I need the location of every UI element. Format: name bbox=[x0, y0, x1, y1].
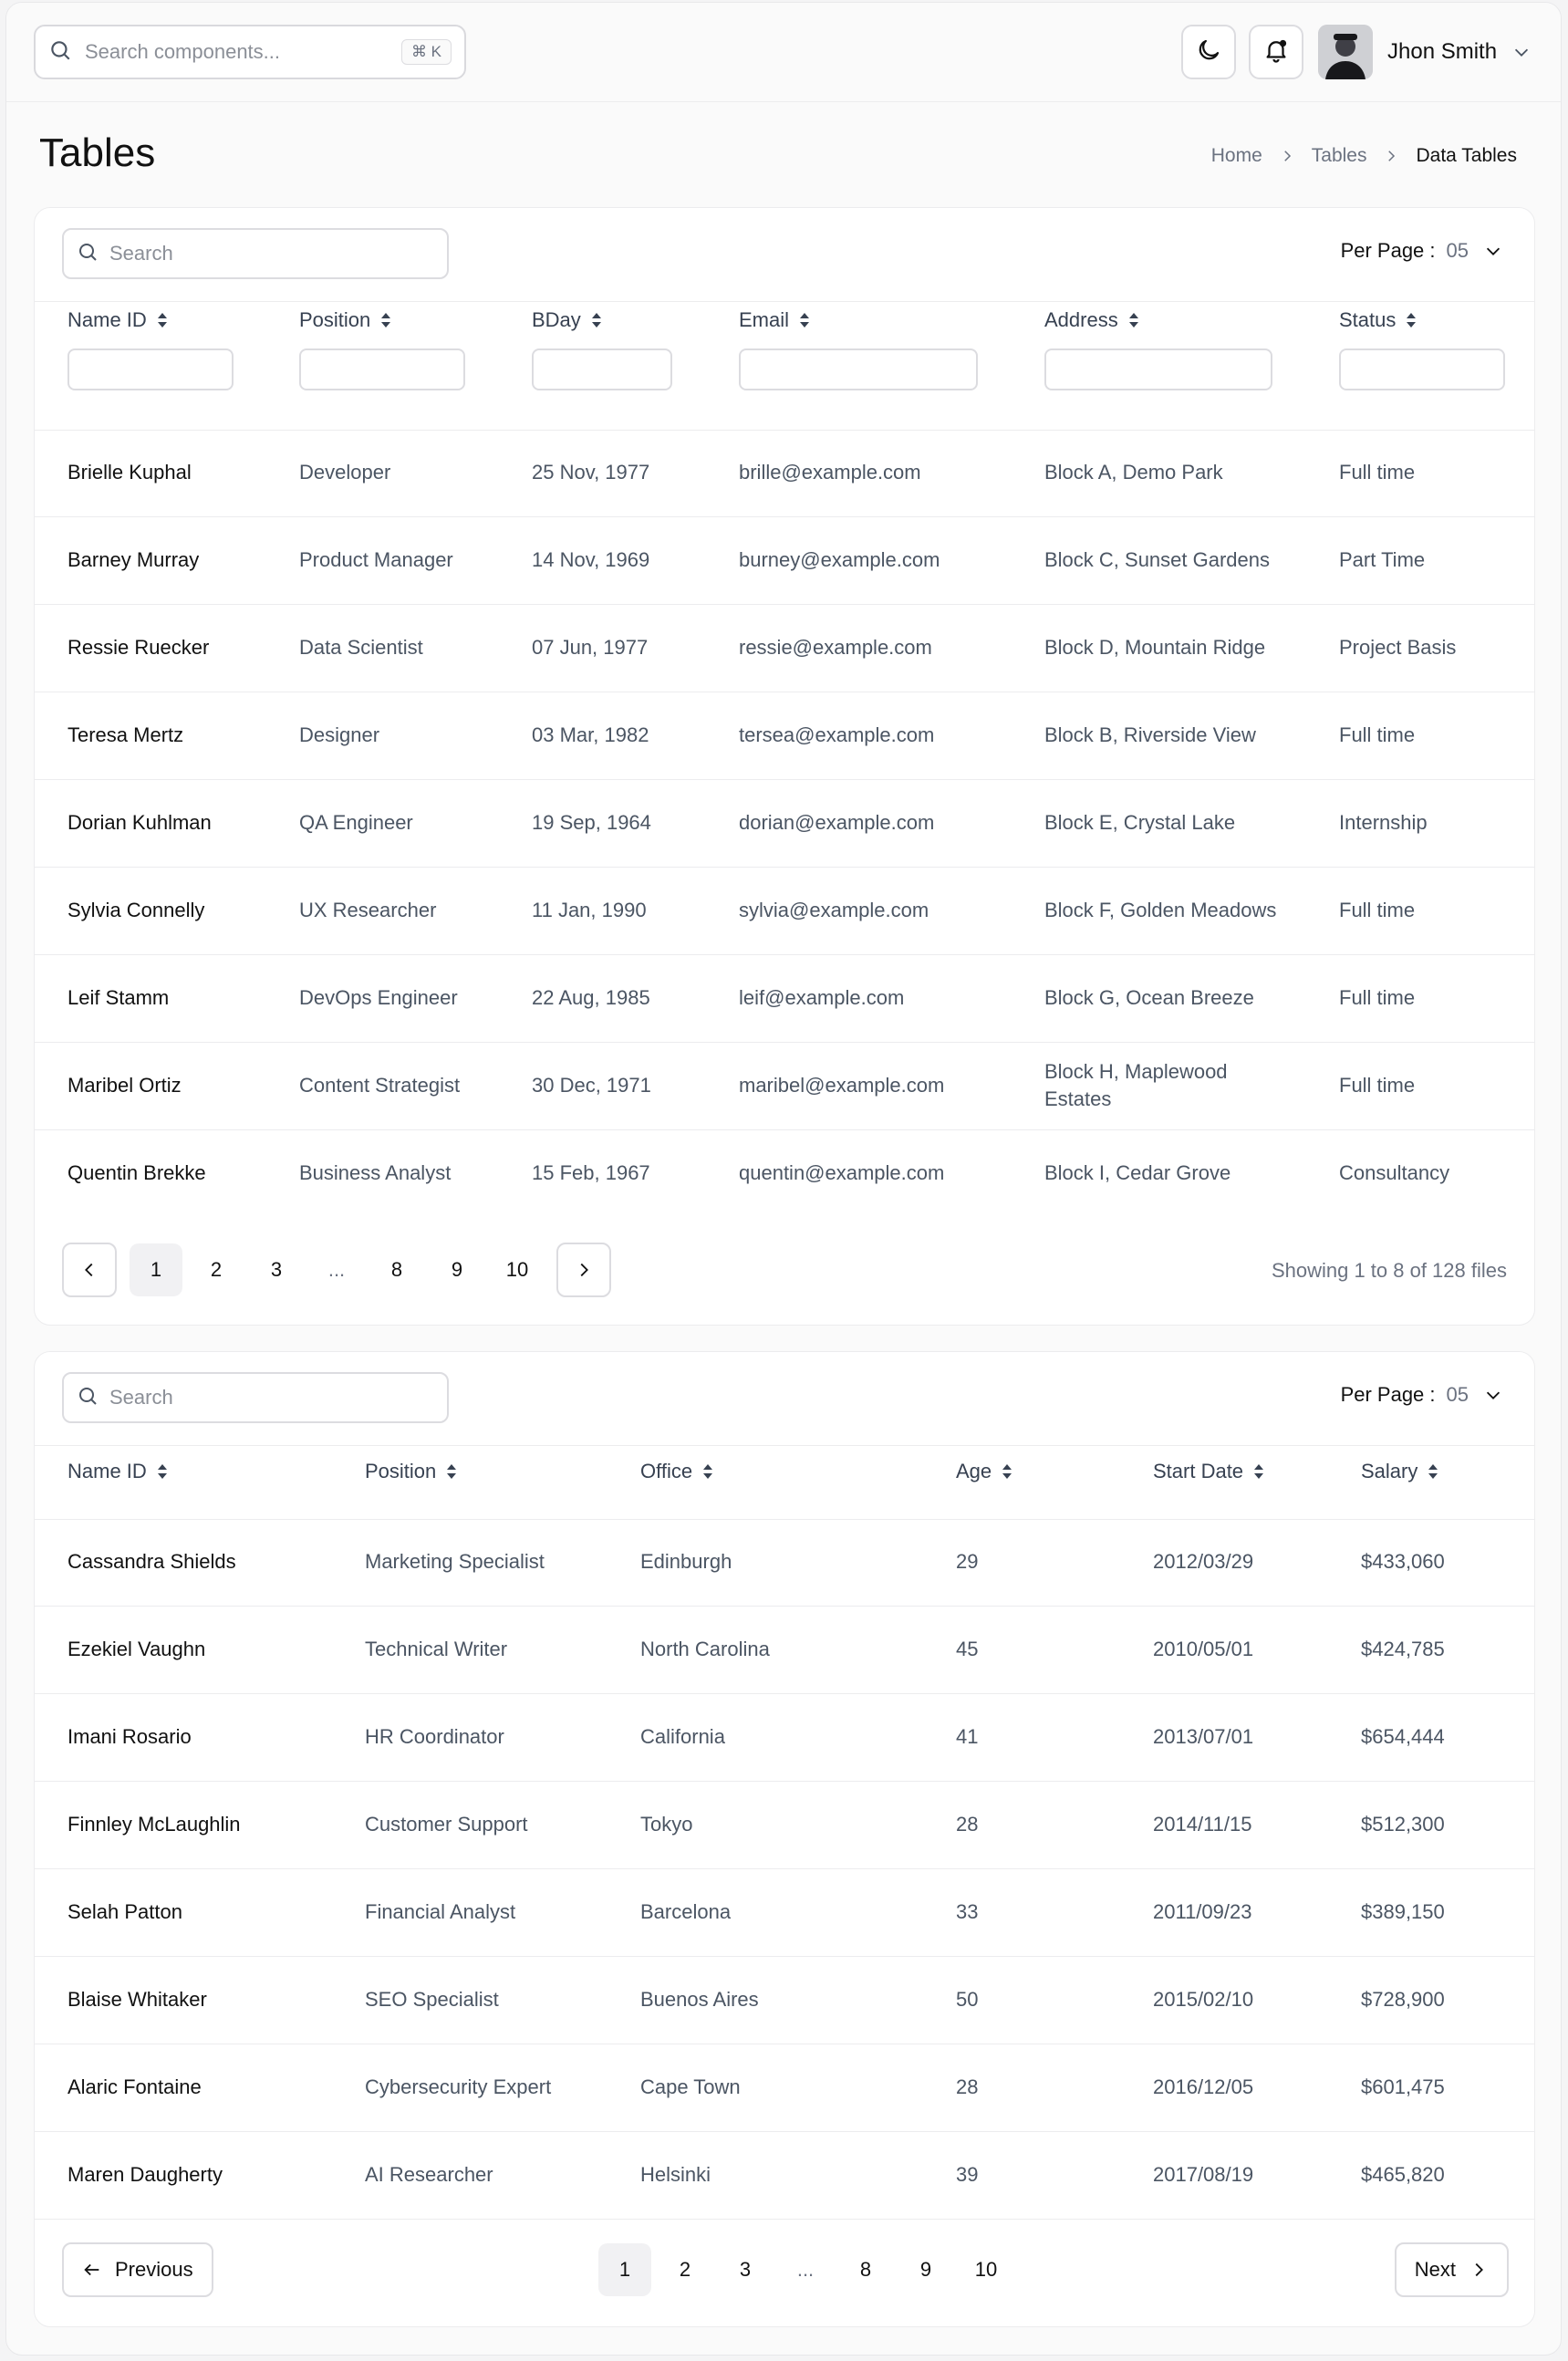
per-page-label: Per Page : bbox=[1340, 1383, 1436, 1406]
column-header-label: Name ID bbox=[67, 1460, 147, 1482]
table1-per-page-select[interactable] bbox=[1341, 239, 1503, 263]
table-cell: Full time bbox=[1339, 899, 1416, 921]
table-cell: Customer Support bbox=[365, 1813, 528, 1836]
table-cell: Block C, Sunset Gardens bbox=[1044, 548, 1271, 571]
table-row[interactable] bbox=[35, 1518, 1534, 1607]
table-cell: Edinburgh bbox=[640, 1550, 732, 1573]
sort-icon bbox=[992, 1462, 1013, 1481]
table-cell: Full time bbox=[1339, 461, 1416, 484]
table1-search-input[interactable] bbox=[62, 228, 449, 279]
table-cell: 22 Aug, 1985 bbox=[532, 986, 650, 1009]
table-cell: Buenos Aires bbox=[640, 1988, 759, 2011]
table-cell: ressie@example.com bbox=[739, 636, 932, 659]
table-row[interactable] bbox=[35, 429, 1534, 517]
chevron-down-icon bbox=[1483, 241, 1503, 261]
table-row[interactable] bbox=[35, 1129, 1534, 1217]
sort-icon bbox=[370, 311, 392, 329]
per-page-value: 05 bbox=[1446, 239, 1469, 262]
table-row[interactable] bbox=[35, 516, 1534, 605]
table-cell: Cassandra Shields bbox=[67, 1550, 236, 1573]
table-cell: Barcelona bbox=[640, 1900, 732, 1923]
table-row[interactable] bbox=[35, 1042, 1534, 1130]
table-cell: Block I, Cedar Grove bbox=[1044, 1161, 1231, 1184]
table-cell: 15 Feb, 1967 bbox=[532, 1161, 650, 1184]
pagination-ellipsis: ... bbox=[327, 1258, 346, 1281]
table1-search-placeholder: Search bbox=[109, 242, 173, 265]
table-cell: Alaric Fontaine bbox=[67, 2075, 202, 2098]
table-cell: Tokyo bbox=[640, 1813, 693, 1836]
table-cell: 2011/09/23 bbox=[1153, 1900, 1252, 1923]
table-cell: SEO Specialist bbox=[365, 1988, 499, 2011]
table2-search-placeholder: Search bbox=[109, 1386, 173, 1409]
table-cell: Sylvia Connelly bbox=[67, 899, 205, 921]
table-cell: 2010/05/01 bbox=[1153, 1638, 1254, 1660]
column-header-address[interactable] bbox=[1044, 308, 1140, 332]
table-cell: leif@example.com bbox=[739, 986, 905, 1009]
table-cell: 29 bbox=[956, 1550, 979, 1573]
table-cell: 41 bbox=[956, 1725, 979, 1748]
table-cell: Imani Rosario bbox=[67, 1725, 192, 1748]
table-cell: sylvia@example.com bbox=[739, 899, 929, 921]
global-search-placeholder: Search components... bbox=[85, 40, 281, 63]
table-cell: Financial Analyst bbox=[365, 1900, 516, 1923]
table-cell: Block B, Riverside View bbox=[1044, 723, 1256, 746]
column-header-status[interactable] bbox=[1339, 308, 1417, 332]
theme-toggle-button[interactable] bbox=[1181, 25, 1236, 79]
column-header-bday[interactable] bbox=[532, 308, 603, 332]
table-cell: 2013/07/01 bbox=[1153, 1725, 1254, 1748]
page-number-button[interactable]: 9 bbox=[451, 1258, 463, 1281]
column-filter-input[interactable] bbox=[1044, 348, 1272, 390]
table-cell: Barney Murray bbox=[67, 548, 200, 571]
table-cell: Developer bbox=[299, 461, 391, 484]
table-cell: Ezekiel Vaughn bbox=[67, 1638, 206, 1660]
table-cell: Quentin Brekke bbox=[67, 1161, 206, 1184]
column-header-label: Start Date bbox=[1153, 1460, 1244, 1482]
column-header-label: Position bbox=[299, 308, 371, 331]
column-filter-input[interactable] bbox=[1339, 348, 1505, 390]
chevron-left-icon bbox=[79, 1260, 99, 1280]
breadcrumb bbox=[1211, 145, 1517, 167]
table-row[interactable] bbox=[35, 1781, 1534, 1869]
breadcrumb-home[interactable]: Home bbox=[1210, 145, 1262, 166]
table2-search-input[interactable] bbox=[62, 1372, 449, 1423]
table-cell: tersea@example.com bbox=[739, 723, 935, 746]
table-cell: 28 bbox=[956, 1813, 979, 1836]
table-cell: DevOps Engineer bbox=[299, 986, 458, 1009]
page-number-button[interactable]: 3 bbox=[270, 1258, 283, 1281]
column-header-label: Address bbox=[1044, 308, 1118, 331]
column-header-name-id[interactable] bbox=[67, 308, 169, 332]
table-cell: Cybersecurity Expert bbox=[365, 2075, 552, 2098]
previous-label: Previous bbox=[115, 2258, 193, 2281]
table-cell: Consultancy bbox=[1339, 1161, 1450, 1184]
table-cell: $433,060 bbox=[1361, 1550, 1445, 1573]
page-number-button[interactable]: 1 bbox=[130, 1243, 182, 1296]
table-row[interactable] bbox=[35, 692, 1534, 780]
table-row[interactable] bbox=[35, 1606, 1534, 1694]
chevron-down-icon bbox=[1483, 1385, 1503, 1405]
column-header-label: Salary bbox=[1361, 1460, 1418, 1482]
column-header-office[interactable] bbox=[640, 1460, 714, 1483]
column-header-label: Age bbox=[956, 1460, 992, 1482]
table-cell: maribel@example.com bbox=[739, 1074, 945, 1097]
table-row[interactable] bbox=[35, 2044, 1534, 2132]
table-cell: Block H, Maplewood Estates bbox=[1044, 1060, 1228, 1110]
page-number-button[interactable]: 8 bbox=[859, 2258, 872, 2281]
previous-button[interactable] bbox=[62, 2242, 213, 2297]
table-cell: $465,820 bbox=[1361, 2163, 1445, 2186]
column-header-age[interactable] bbox=[956, 1460, 1013, 1483]
sort-icon bbox=[147, 311, 169, 329]
table-cell: Block F, Golden Meadows bbox=[1044, 899, 1277, 921]
data-table-card-2 bbox=[34, 1351, 1535, 2327]
per-page-value: 05 bbox=[1446, 1383, 1469, 1406]
sort-icon bbox=[147, 1462, 169, 1481]
per-page-label: Per Page : bbox=[1340, 239, 1436, 262]
page-number-button[interactable]: 10 bbox=[505, 1258, 529, 1281]
table-row[interactable] bbox=[35, 779, 1534, 868]
table-cell: Helsinki bbox=[640, 2163, 711, 2186]
avatar bbox=[1318, 25, 1373, 79]
column-header-label: Status bbox=[1339, 308, 1397, 331]
shortcut-badge: ⌘ K bbox=[401, 39, 452, 65]
table-cell: Dorian Kuhlman bbox=[67, 811, 212, 834]
table-cell: $728,900 bbox=[1361, 1988, 1445, 2011]
column-header-salary[interactable] bbox=[1361, 1460, 1439, 1483]
table-cell: 14 Nov, 1969 bbox=[532, 548, 650, 571]
table-cell: 28 bbox=[956, 2075, 979, 2098]
table-row[interactable] bbox=[35, 604, 1534, 692]
pagination-ellipsis: ... bbox=[796, 2258, 815, 2281]
table-cell: quentin@example.com bbox=[739, 1161, 945, 1184]
table-row[interactable] bbox=[35, 1956, 1534, 2044]
prev-page-button[interactable] bbox=[62, 1243, 117, 1297]
table-cell: Selah Patton bbox=[67, 1900, 182, 1923]
table-cell: Data Scientist bbox=[299, 636, 423, 659]
table-cell: California bbox=[640, 1725, 725, 1748]
sort-icon bbox=[1118, 311, 1140, 329]
column-header-label: Position bbox=[365, 1460, 437, 1482]
data-table-card-1 bbox=[34, 207, 1535, 1326]
page-number-button[interactable]: 2 bbox=[679, 2258, 691, 2281]
page-number-button[interactable]: 9 bbox=[919, 2258, 932, 2281]
table-cell: 39 bbox=[956, 2163, 979, 2186]
table-cell: Project Basis bbox=[1339, 636, 1457, 659]
next-page-button[interactable] bbox=[556, 1243, 611, 1297]
table-cell: Product Manager bbox=[299, 548, 453, 571]
table-cell: 19 Sep, 1964 bbox=[532, 811, 651, 834]
table-row[interactable] bbox=[35, 2131, 1534, 2220]
bell-icon bbox=[1262, 36, 1290, 68]
sort-icon bbox=[789, 311, 811, 329]
table2-per-page-select[interactable] bbox=[1341, 1383, 1503, 1407]
table-cell: burney@example.com bbox=[739, 548, 940, 571]
sort-icon bbox=[692, 1462, 714, 1481]
table-cell: dorian@example.com bbox=[739, 811, 935, 834]
column-header-label: Name ID bbox=[67, 308, 147, 331]
table-cell: $389,150 bbox=[1361, 1900, 1445, 1923]
page-title: Tables bbox=[39, 130, 156, 175]
table-cell: 03 Mar, 1982 bbox=[532, 723, 649, 746]
chevron-right-icon bbox=[1469, 2260, 1489, 2280]
sort-icon bbox=[581, 311, 603, 329]
sort-icon bbox=[1396, 311, 1417, 329]
table2-header bbox=[35, 1445, 1534, 1520]
table-cell: 2017/08/19 bbox=[1153, 2163, 1254, 2186]
table-cell: 11 Jan, 1990 bbox=[532, 899, 647, 921]
table-cell: HR Coordinator bbox=[365, 1725, 504, 1748]
table-cell: Block A, Demo Park bbox=[1044, 461, 1223, 484]
table-cell: 07 Jun, 1977 bbox=[532, 636, 649, 659]
sort-icon bbox=[436, 1462, 458, 1481]
chevron-right-icon bbox=[1279, 148, 1295, 164]
moon-icon bbox=[1195, 36, 1222, 68]
table1-showing-count: Showing 1 to 8 of 128 files bbox=[1271, 1259, 1507, 1282]
column-header-name-id[interactable] bbox=[67, 1460, 169, 1483]
table1-pagination bbox=[62, 1243, 611, 1297]
table-cell: Full time bbox=[1339, 1074, 1416, 1097]
chevron-right-icon bbox=[1383, 148, 1399, 164]
table-cell: North Carolina bbox=[640, 1638, 770, 1660]
table-cell: 50 bbox=[956, 1988, 979, 2011]
table-cell: Internship bbox=[1339, 811, 1428, 834]
table-row[interactable] bbox=[35, 954, 1534, 1043]
table-cell: Leif Stamm bbox=[67, 986, 170, 1009]
column-filter-input[interactable] bbox=[532, 348, 672, 390]
table-cell: brille@example.com bbox=[739, 461, 921, 484]
app-frame bbox=[5, 2, 1562, 2356]
table-cell: Content Strategist bbox=[299, 1074, 461, 1097]
table-cell: Marketing Specialist bbox=[365, 1550, 545, 1573]
table-cell: $424,785 bbox=[1361, 1638, 1445, 1660]
table-cell: Brielle Kuphal bbox=[67, 461, 192, 484]
table-cell: Maribel Ortiz bbox=[67, 1074, 182, 1097]
table-cell: Block E, Crystal Lake bbox=[1044, 811, 1236, 834]
table-cell: 2012/03/29 bbox=[1153, 1550, 1254, 1573]
search-icon bbox=[77, 241, 99, 267]
table-cell: Cape Town bbox=[640, 2075, 741, 2098]
table-row[interactable] bbox=[35, 1868, 1534, 1957]
table-cell: Full time bbox=[1339, 986, 1416, 1009]
table-cell: Finnley McLaughlin bbox=[67, 1813, 241, 1836]
breadcrumb-current: Data Tables bbox=[1416, 145, 1517, 166]
column-header-position[interactable] bbox=[299, 308, 392, 332]
table-cell: Part Time bbox=[1339, 548, 1426, 571]
table2-pagination bbox=[595, 2243, 1016, 2296]
table-cell: Ressie Ruecker bbox=[67, 636, 210, 659]
top-bar bbox=[6, 3, 1561, 102]
table-cell: QA Engineer bbox=[299, 811, 413, 834]
table-cell: 45 bbox=[956, 1638, 979, 1660]
column-header-email[interactable] bbox=[739, 308, 811, 332]
table-cell: 33 bbox=[956, 1900, 979, 1923]
user-name: Jhon Smith bbox=[1387, 39, 1498, 64]
table-cell: 2016/12/05 bbox=[1153, 2075, 1254, 2098]
global-search[interactable] bbox=[34, 25, 466, 79]
column-filter-input[interactable] bbox=[739, 348, 978, 390]
table-cell: Maren Daugherty bbox=[67, 2163, 223, 2186]
column-filter-input[interactable] bbox=[299, 348, 465, 390]
table-cell: $512,300 bbox=[1361, 1813, 1445, 1836]
breadcrumb-tables[interactable]: Tables bbox=[1311, 145, 1367, 166]
table-cell: Block D, Mountain Ridge bbox=[1044, 636, 1266, 659]
column-header-label: BDay bbox=[532, 308, 581, 331]
arrow-left-icon bbox=[82, 2260, 102, 2280]
table-cell: Block G, Ocean Breeze bbox=[1044, 986, 1254, 1009]
next-label: Next bbox=[1414, 2258, 1456, 2281]
column-header-position[interactable] bbox=[365, 1460, 458, 1483]
table-cell: AI Researcher bbox=[365, 2163, 493, 2186]
column-header-label: Email bbox=[739, 308, 790, 331]
table-cell: 2015/02/10 bbox=[1153, 1988, 1254, 2011]
user-menu[interactable] bbox=[1318, 25, 1532, 79]
chevron-right-icon bbox=[574, 1260, 594, 1280]
page-number-button[interactable]: 8 bbox=[390, 1258, 403, 1281]
table-cell: $601,475 bbox=[1361, 2075, 1445, 2098]
search-icon bbox=[77, 1385, 99, 1411]
table-cell: Designer bbox=[299, 723, 380, 746]
column-filter-input[interactable] bbox=[67, 348, 234, 390]
table-cell: 30 Dec, 1971 bbox=[532, 1074, 651, 1097]
page-number-button[interactable]: 2 bbox=[210, 1258, 223, 1281]
table-cell: Full time bbox=[1339, 723, 1416, 746]
chevron-down-icon bbox=[1511, 42, 1532, 62]
table-cell: 2014/11/15 bbox=[1153, 1813, 1252, 1836]
page-number-button[interactable]: 1 bbox=[598, 2243, 651, 2296]
table-cell: Teresa Mertz bbox=[67, 723, 184, 746]
page-number-button[interactable]: 3 bbox=[739, 2258, 752, 2281]
table-cell: 25 Nov, 1977 bbox=[532, 461, 650, 484]
table-cell: Technical Writer bbox=[365, 1638, 508, 1660]
next-button[interactable] bbox=[1395, 2242, 1509, 2297]
notifications-button[interactable] bbox=[1249, 25, 1303, 79]
sort-icon bbox=[1417, 1462, 1439, 1481]
sort-icon bbox=[1243, 1462, 1265, 1481]
table-cell: Business Analyst bbox=[299, 1161, 452, 1184]
table-cell: Blaise Whitaker bbox=[67, 1988, 207, 2011]
search-icon bbox=[48, 38, 72, 67]
table-row[interactable] bbox=[35, 1693, 1534, 1782]
table-row[interactable] bbox=[35, 867, 1534, 955]
column-header-label: Office bbox=[640, 1460, 693, 1482]
page-number-button[interactable]: 10 bbox=[974, 2258, 998, 2281]
table-cell: $654,444 bbox=[1361, 1725, 1445, 1748]
table-cell: UX Researcher bbox=[299, 899, 437, 921]
column-header-start-date[interactable] bbox=[1153, 1460, 1265, 1483]
